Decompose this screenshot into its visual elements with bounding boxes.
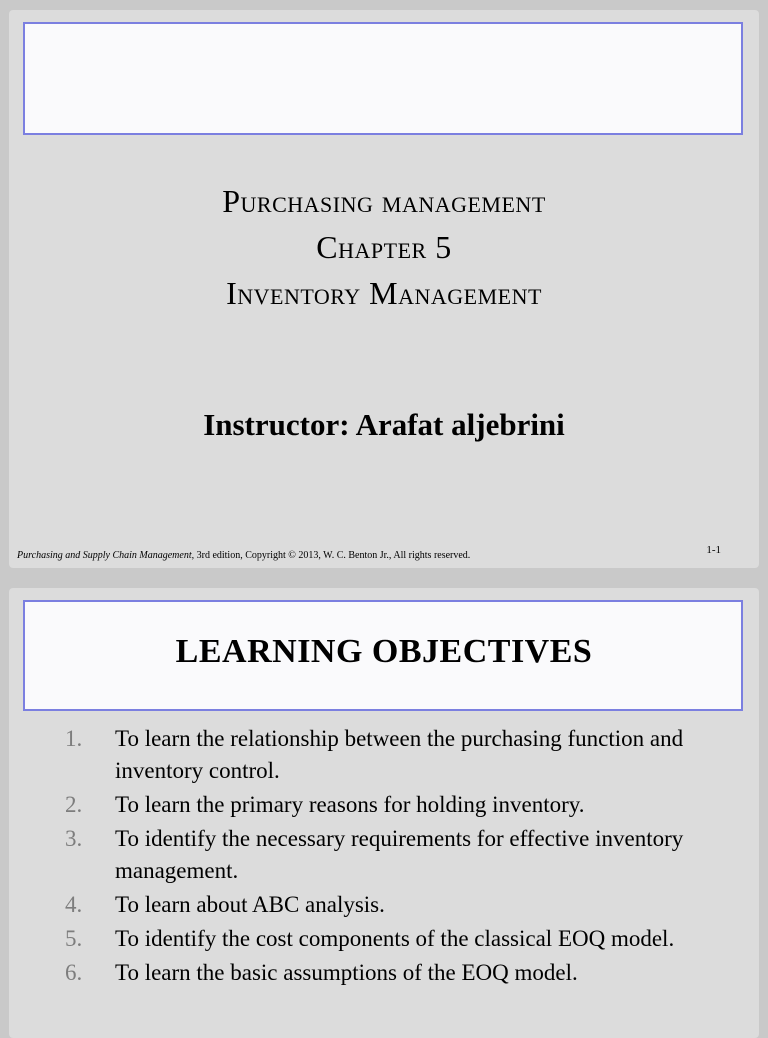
title-line-1: Purchasing management: [222, 183, 546, 219]
learning-objectives-title: LEARNING OBJECTIVES: [175, 633, 593, 670]
copyright-footer: [17, 550, 470, 561]
list-item: [65, 823, 705, 887]
instructor-line: Instructor: Arafat aljebrini: [203, 407, 565, 442]
list-item-number: 4.: [65, 892, 83, 917]
list-item: [65, 723, 705, 787]
objectives-list: [65, 723, 705, 991]
footer-copyright: 3rd edition, Copyright © 2013, W. C. Benton Jr., All rights reserved.: [194, 550, 471, 561]
list-item-number: 2.: [65, 792, 83, 817]
list-item: [65, 957, 705, 989]
list-item-number: 3.: [65, 826, 83, 851]
slide-1: [9, 10, 759, 568]
title-line-2: Chapter 5: [316, 229, 452, 265]
list-item: [65, 789, 705, 821]
slide-2: [9, 588, 759, 1038]
title-line-3: Inventory Management: [226, 275, 542, 311]
page-number: 1-1: [706, 544, 721, 556]
list-item-text: To learn the primary reasons for holding inventory.: [115, 792, 585, 817]
slide-1-title: [9, 178, 759, 316]
list-item: [65, 889, 705, 921]
list-item-text: To learn the basic assumptions of the EOQ model.: [115, 960, 578, 985]
list-item-text: To learn the relationship between the purchasing function and inventory control.: [115, 726, 684, 783]
list-item-number: 5.: [65, 926, 83, 951]
footer-book-title: Purchasing and Supply Chain Management,: [17, 550, 195, 561]
list-item-text: To learn about ABC analysis.: [115, 892, 385, 917]
list-item-text: To identify the cost components of the classical EOQ model.: [115, 926, 675, 951]
list-item-text: To identify the necessary requirements for effective inventory management.: [115, 826, 684, 883]
slide-1-header-box: [23, 22, 743, 135]
list-item-number: 6.: [65, 960, 83, 985]
list-item: [65, 923, 705, 955]
list-item-number: 1.: [65, 726, 83, 751]
